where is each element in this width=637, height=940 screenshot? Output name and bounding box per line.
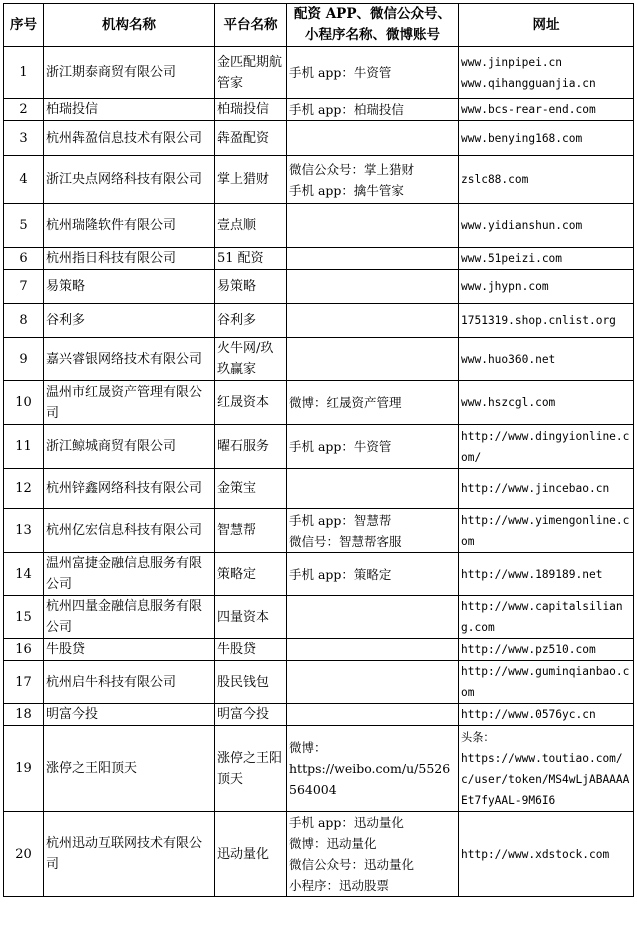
website-url	[459, 248, 634, 270]
row-number: 3	[4, 121, 44, 156]
table-row	[4, 596, 634, 639]
app-account-line: 微博：红晟资产管理	[289, 395, 402, 410]
website-url	[459, 381, 634, 425]
org-name: 杭州四量金融信息服务有限公司	[44, 596, 215, 639]
app-account-line: 微博：迅动量化	[289, 836, 377, 851]
website-url	[459, 304, 634, 338]
website-url-line: www.hszcgl.com	[461, 396, 556, 409]
website-url-line: www.huo360.net	[461, 352, 556, 366]
app-accounts	[287, 270, 459, 304]
website-url	[459, 726, 634, 812]
website-url	[459, 425, 634, 469]
app-account-line: 微信公众号：掌上猎财	[289, 161, 415, 177]
table-row	[4, 121, 634, 156]
website-url-line: http://www.0576yc.cn	[461, 708, 596, 721]
row-number: 9	[4, 338, 44, 381]
platform-name: 掌上猎财	[215, 156, 287, 204]
header-app: 配资 APP、微信公众号、小程序名称、微博账号	[287, 4, 459, 47]
platform-name: 曜石服务	[215, 425, 287, 469]
table-row	[4, 338, 634, 381]
document-table-wrapper	[3, 3, 634, 897]
platform-name: 策略定	[215, 553, 287, 596]
app-account-line: 手机 app：擒牛管家	[289, 182, 404, 198]
website-url	[459, 812, 634, 897]
row-number: 16	[4, 639, 44, 661]
org-name: 杭州迅动互联网技术有限公司	[44, 812, 215, 897]
org-name: 杭州犇盈信息技术有限公司	[44, 121, 215, 156]
website-url-line: http://www.dingyionline.com/	[461, 429, 630, 464]
platform-name: 谷利多	[215, 304, 287, 338]
row-number: 14	[4, 553, 44, 596]
platform-name: 股民钱包	[215, 661, 287, 704]
platform-list-table	[3, 3, 634, 897]
platform-name: 金匹配期航管家	[215, 47, 287, 99]
app-accounts	[287, 99, 459, 121]
table-row	[4, 381, 634, 425]
table-row	[4, 156, 634, 204]
app-accounts	[287, 248, 459, 270]
app-accounts	[287, 704, 459, 726]
table-row	[4, 639, 634, 661]
platform-name: 牛股贷	[215, 639, 287, 661]
row-number: 18	[4, 704, 44, 726]
table-row	[4, 812, 634, 897]
website-url-line: http://www.189189.net	[461, 567, 603, 581]
table-row	[4, 304, 634, 338]
website-url-line: 1751319.shop.cnlist.org	[461, 314, 616, 327]
platform-name: 易策略	[215, 270, 287, 304]
org-name: 谷利多	[44, 304, 215, 338]
header-org: 机构名称	[44, 4, 215, 47]
app-accounts	[287, 47, 459, 99]
app-account-line: 手机 app：智慧帮	[289, 512, 392, 528]
app-account-line: 微信号：智慧帮客服	[289, 533, 402, 549]
app-account-line: 小程序：迅动股票	[289, 878, 390, 893]
website-url	[459, 704, 634, 726]
table-row	[4, 99, 634, 121]
website-url	[459, 509, 634, 553]
table-row	[4, 270, 634, 304]
org-name: 易策略	[44, 270, 215, 304]
app-accounts	[287, 338, 459, 381]
platform-name: 壹点顺	[215, 204, 287, 248]
row-number: 5	[4, 204, 44, 248]
website-url	[459, 338, 634, 381]
website-url-line: www.jhypn.com	[461, 280, 549, 293]
table-row	[4, 553, 634, 596]
website-url-line: zslc88.com	[461, 173, 529, 186]
platform-name: 智慧帮	[215, 509, 287, 553]
org-name: 浙江央点网络科技有限公司	[44, 156, 215, 204]
website-url-line: 头条：	[461, 730, 495, 744]
website-url-line: www.jinpipei.cn	[461, 55, 563, 69]
website-url-line: http://www.yimengonline.com	[461, 513, 630, 548]
row-number: 2	[4, 99, 44, 121]
org-name: 杭州启牛科技有限公司	[44, 661, 215, 704]
app-accounts	[287, 156, 459, 204]
website-url	[459, 639, 634, 661]
app-accounts	[287, 812, 459, 897]
org-name: 涨停之王阳顶天	[44, 726, 215, 812]
header-no: 序号	[4, 4, 44, 47]
website-url-line: www.benying168.com	[461, 131, 583, 145]
website-url	[459, 596, 634, 639]
app-accounts	[287, 425, 459, 469]
app-account-line: 手机 app：迅动量化	[289, 815, 404, 830]
app-accounts	[287, 596, 459, 639]
website-url	[459, 121, 634, 156]
row-number: 8	[4, 304, 44, 338]
app-account-line: https://weibo.com/u/5526564004	[289, 761, 451, 797]
org-name: 明富今投	[44, 704, 215, 726]
table-row	[4, 469, 634, 509]
app-account-line: 微博：	[289, 740, 327, 755]
row-number: 4	[4, 156, 44, 204]
app-accounts	[287, 204, 459, 248]
platform-name: 51 配资	[215, 248, 287, 270]
org-name: 杭州亿宏信息科技有限公司	[44, 509, 215, 553]
website-url-line: www.yidianshun.com	[461, 219, 583, 232]
table-row	[4, 425, 634, 469]
website-url-line: www.bcs-rear-end.com	[461, 103, 596, 116]
app-accounts	[287, 553, 459, 596]
app-accounts	[287, 639, 459, 661]
row-number: 10	[4, 381, 44, 425]
website-url	[459, 204, 634, 248]
website-url	[459, 661, 634, 704]
platform-name: 柏瑞投信	[215, 99, 287, 121]
table-row	[4, 47, 634, 99]
app-accounts	[287, 121, 459, 156]
org-name: 温州富捷金融信息服务有限公司	[44, 553, 215, 596]
table-row	[4, 248, 634, 270]
website-url-line: http://www.capitalsiliang.com	[461, 600, 623, 634]
platform-name: 金策宝	[215, 469, 287, 509]
header-platform: 平台名称	[215, 4, 287, 47]
app-accounts	[287, 661, 459, 704]
website-url-line: http://www.jincebao.cn	[461, 482, 610, 495]
app-accounts	[287, 381, 459, 425]
header-url: 网址	[459, 4, 634, 47]
org-name: 浙江鲸城商贸有限公司	[44, 425, 215, 469]
app-accounts	[287, 726, 459, 812]
row-number: 17	[4, 661, 44, 704]
platform-name: 火牛网/玖玖赢家	[215, 338, 287, 381]
app-accounts	[287, 509, 459, 553]
row-number: 6	[4, 248, 44, 270]
org-name: 杭州指日科技有限公司	[44, 248, 215, 270]
table-row	[4, 704, 634, 726]
website-url	[459, 553, 634, 596]
app-accounts	[287, 304, 459, 338]
header-row	[4, 4, 634, 47]
website-url-line: https://www.toutiao.com/c/user/token/MS4wLjABAAAAEt7fyAAL-9M6I6	[461, 751, 630, 807]
app-account-line: 手机 app：柏瑞投信	[289, 102, 404, 117]
platform-name: 四量资本	[215, 596, 287, 639]
website-url-line: www.51peizi.com	[461, 252, 563, 265]
website-url	[459, 469, 634, 509]
platform-name: 犇盈配资	[215, 121, 287, 156]
org-name: 柏瑞投信	[44, 99, 215, 121]
org-name: 牛股贷	[44, 639, 215, 661]
row-number: 20	[4, 812, 44, 897]
website-url-line: http://www.xdstock.com	[461, 847, 610, 861]
row-number: 13	[4, 509, 44, 553]
website-url-line: http://www.pz510.com	[461, 643, 596, 656]
row-number: 19	[4, 726, 44, 812]
org-name: 杭州瑞隆软件有限公司	[44, 204, 215, 248]
org-name: 杭州锌鑫网络科技有限公司	[44, 469, 215, 509]
website-url-line: www.qihangguanjia.cn	[461, 76, 596, 90]
website-url-line: http://www.guminqianbao.com	[461, 665, 630, 699]
table-body	[4, 47, 634, 897]
platform-name: 明富今投	[215, 704, 287, 726]
platform-name: 涨停之王阳顶天	[215, 726, 287, 812]
row-number: 7	[4, 270, 44, 304]
platform-name: 红晟资本	[215, 381, 287, 425]
table-row	[4, 204, 634, 248]
app-account-line: 手机 app：策略定	[289, 566, 392, 582]
app-accounts	[287, 469, 459, 509]
app-account-line: 手机 app：牛资管	[289, 439, 392, 454]
org-name: 温州市红晟资产管理有限公司	[44, 381, 215, 425]
row-number: 15	[4, 596, 44, 639]
table-row	[4, 661, 634, 704]
row-number: 1	[4, 47, 44, 99]
row-number: 11	[4, 425, 44, 469]
website-url	[459, 47, 634, 99]
app-account-line: 手机 app：牛资管	[289, 65, 392, 80]
website-url	[459, 99, 634, 121]
website-url	[459, 270, 634, 304]
table-row	[4, 509, 634, 553]
org-name: 嘉兴睿银网络技术有限公司	[44, 338, 215, 381]
table-row	[4, 726, 634, 812]
website-url	[459, 156, 634, 204]
row-number: 12	[4, 469, 44, 509]
platform-name: 迅动量化	[215, 812, 287, 897]
org-name: 浙江期泰商贸有限公司	[44, 47, 215, 99]
app-account-line: 微信公众号：迅动量化	[289, 857, 415, 872]
